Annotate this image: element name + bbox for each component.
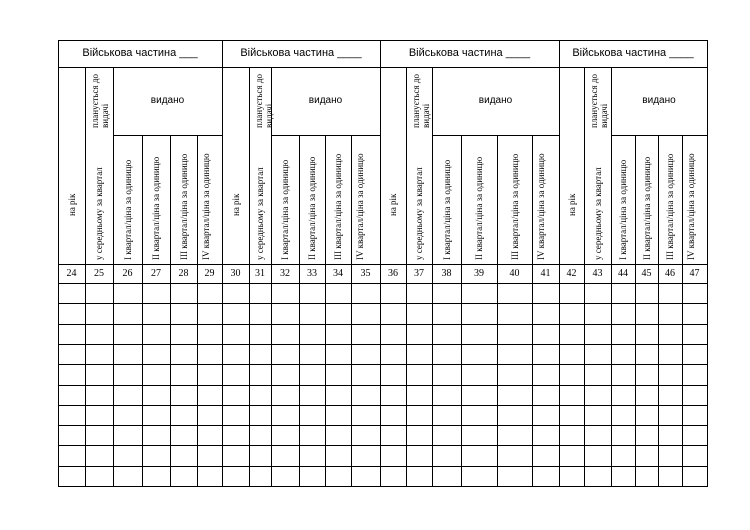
column-header: на рік bbox=[567, 193, 577, 216]
issued-header: видано bbox=[478, 95, 513, 106]
column-number: 30 bbox=[230, 268, 241, 279]
column-divider bbox=[635, 135, 636, 487]
column-header: I квартал/ціна за одиницю bbox=[280, 159, 290, 260]
column-number: 34 bbox=[333, 268, 343, 279]
column-header: на рік bbox=[231, 193, 241, 216]
planned-header: планується до видачі bbox=[254, 74, 274, 128]
column-header: II квартал/ціна за одиницю bbox=[307, 156, 317, 260]
column-number: 27 bbox=[151, 268, 161, 279]
column-header: IV квартал/ціна за одиницю bbox=[201, 153, 211, 260]
planned-header: планується до видачі bbox=[90, 74, 110, 128]
column-divider bbox=[170, 135, 171, 487]
column-number: 36 bbox=[388, 268, 398, 279]
column-header: у середньому за квартал bbox=[593, 167, 603, 260]
column-number: 32 bbox=[280, 268, 290, 279]
unit-title: Військова частина ____ bbox=[572, 47, 694, 59]
column-header: на рік bbox=[67, 193, 77, 216]
column-number: 37 bbox=[414, 268, 424, 279]
unit-title: Військова частина ____ bbox=[240, 47, 362, 59]
column-number: 44 bbox=[618, 268, 628, 279]
column-number: 39 bbox=[474, 268, 484, 279]
column-header: I квартал/ціна за одиницю bbox=[442, 159, 452, 260]
column-number: 25 bbox=[94, 268, 104, 279]
column-header: у середньому за квартал bbox=[255, 167, 265, 260]
column-divider bbox=[461, 135, 462, 487]
table-top-border bbox=[58, 40, 708, 41]
column-header: на рік bbox=[388, 193, 398, 216]
issued-header: видано bbox=[642, 95, 676, 106]
column-number: 28 bbox=[178, 268, 189, 279]
column-number: 26 bbox=[122, 268, 133, 279]
column-number: 29 bbox=[204, 268, 215, 279]
column-divider bbox=[532, 135, 533, 487]
column-header: у середньому за квартал bbox=[94, 167, 104, 260]
column-header: III квартал/ціна за одиницю bbox=[510, 153, 520, 260]
column-header: IV квартал/ціна за одиницю bbox=[536, 153, 546, 260]
column-number: 24 bbox=[66, 268, 77, 279]
column-divider bbox=[325, 135, 326, 487]
column-divider bbox=[351, 135, 352, 487]
column-number: 41 bbox=[540, 268, 551, 279]
column-divider bbox=[299, 135, 300, 487]
column-number: 40 bbox=[509, 268, 520, 279]
table-left-border bbox=[58, 40, 59, 487]
planned-header: планується до видачі bbox=[411, 74, 431, 128]
column-header: I квартал/ціна за одиницю bbox=[618, 159, 628, 260]
column-header: III квартал/ціна за одиницю bbox=[665, 153, 675, 260]
column-number: 46 bbox=[665, 268, 675, 279]
column-number: 35 bbox=[360, 268, 371, 279]
planned-header: планується до видачі bbox=[589, 74, 609, 128]
table-right-border bbox=[707, 40, 708, 487]
unit-divider bbox=[222, 40, 223, 487]
column-divider bbox=[142, 135, 143, 487]
unit-title: Військова частина ___ bbox=[82, 47, 198, 59]
issued-header: видано bbox=[150, 95, 185, 106]
column-header: II квартал/ціна за одиницю bbox=[151, 156, 161, 260]
column-header: IV квартал/ціна за одиницю bbox=[355, 153, 365, 260]
column-divider bbox=[497, 135, 498, 487]
column-header: у середньому за квартал bbox=[414, 167, 424, 260]
column-header: III квартал/ціна за одиницю bbox=[179, 153, 189, 260]
column-number: 31 bbox=[255, 268, 265, 279]
column-number: 33 bbox=[307, 268, 317, 279]
unit-divider bbox=[380, 40, 381, 487]
unit-title: Військова частина ____ bbox=[408, 47, 531, 59]
column-header: II квартал/ціна за одиницю bbox=[474, 156, 484, 260]
column-header: I квартал/ціна за одиницю bbox=[123, 159, 133, 260]
column-number: 43 bbox=[592, 268, 603, 279]
column-divider bbox=[682, 135, 683, 487]
column-divider bbox=[658, 135, 659, 487]
column-number: 47 bbox=[689, 268, 700, 279]
column-divider bbox=[197, 135, 198, 487]
column-number: 38 bbox=[441, 268, 452, 279]
issued-header: видано bbox=[308, 95, 343, 106]
unit-divider bbox=[559, 40, 560, 487]
column-header: IV квартал/ціна за одиницю bbox=[686, 153, 696, 260]
column-header: II квартал/ціна за одиницю bbox=[642, 156, 652, 260]
column-number: 42 bbox=[566, 268, 577, 279]
column-header: III квартал/ціна за одиницю bbox=[333, 153, 343, 260]
column-number: 45 bbox=[641, 268, 652, 279]
